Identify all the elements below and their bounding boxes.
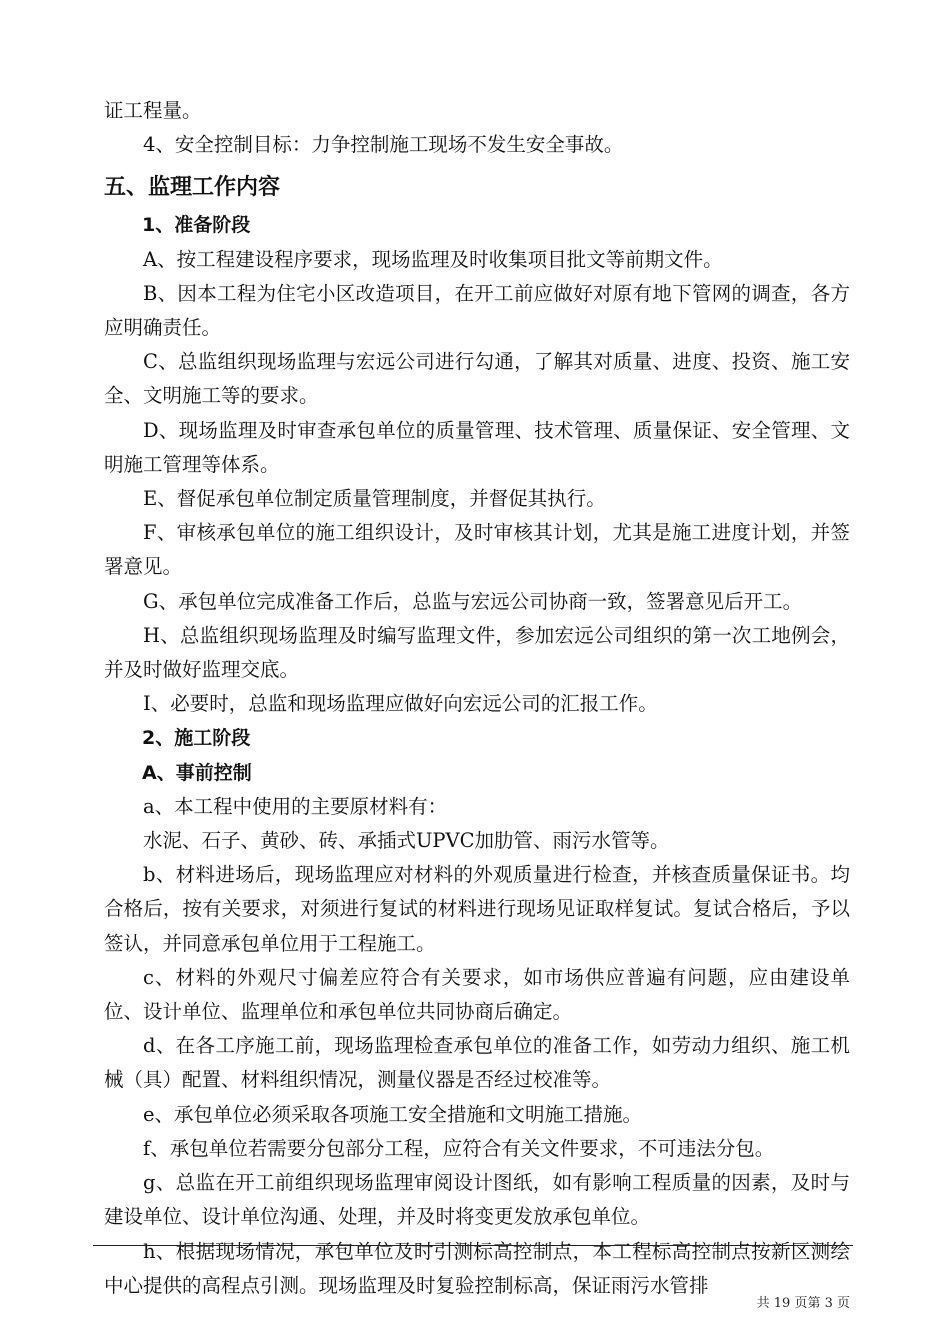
paragraph: E、督促承包单位制定质量管理制度，并督促其执行。 — [143, 487, 606, 511]
paragraph: B、因本工程为住宅小区改造项目，在开工前应做好对原有地下管网的调查，各方应明确责任。 — [104, 281, 850, 340]
paragraph: b、材料进场后，现场监理应对材料的外观质量进行检查，并核查质量保证书。均合格后，按有关要求，对须进行复试的材料进行现场见证取样复试。复试合格后，予以签认，并同意承包单位用于工程施工。 — [104, 863, 850, 955]
section-heading: 五、监理工作内容 — [104, 175, 281, 201]
subsection-heading: A、事前控制 — [142, 761, 252, 784]
paragraph: G、承包单位完成准备工作后，总监与宏远公司协商一致，签署意见后开工。 — [143, 589, 803, 613]
body-text — [104, 94, 850, 1303]
paragraph: h、根据现场情况，承包单位及时引测标高控制点，本工程标高控制点按新区测绘中心提供的高程点引测。现场监理及时复验控制标高，保证雨污水管排 — [104, 1239, 850, 1297]
paragraph: f、承包单位若需要分包部分工程，应符合有关文件要求，不可违法分包。 — [143, 1136, 775, 1160]
paragraph: a、本工程中使用的主要原材料有： — [143, 794, 448, 818]
paragraph: d、在各工序施工前，现场监理检查承包单位的准备工作，如劳动力组织、施工机械（具）配置、材料组织情况，测量仪器是否经过校准等。 — [104, 1034, 850, 1092]
paragraph: D、现场监理及时审查承包单位的质量管理、技术管理、质量保证、安全管理、文明施工管理等体系。 — [104, 418, 850, 476]
paragraph: A、按工程建设程序要求，现场监理及时收集项目批文等前期文件。 — [143, 247, 723, 271]
paragraph: 4、安全控制目标：力争控制施工现场不发生安全事故。 — [143, 133, 624, 157]
paragraph: H、总监组织现场监理及时编写监理文件，参加宏远公司组织的第一次工地例会，并及时做好监理交底。 — [104, 623, 850, 682]
paragraph: c、材料的外观尺寸偏差应符合有关要求，如市场供应普遍有问题，应由建设单位、设计单位、监理单位和承包单位共同协商后确定。 — [104, 965, 850, 1024]
subsection-heading: 1、准备阶段 — [142, 214, 251, 237]
paragraph: I、必要时，总监和现场监理应做好向宏远公司的汇报工作。 — [143, 692, 658, 716]
footer-divider — [93, 1245, 853, 1246]
paragraph: 证工程量。 — [104, 99, 202, 122]
subsection-heading: 2、施工阶段 — [142, 727, 251, 750]
paragraph: g、总监在开工前组织现场监理审阅设计图纸，如有影响工程质量的因素，及时与建设单位、设计单位沟通、处理，并及时将变更发放承包单位。 — [104, 1171, 850, 1229]
page-number: 共 19 页第 3 页 — [756, 1296, 850, 1311]
paragraph: 水泥、石子、黄砂、砖、承插式UPVC加肋管、雨污水管等。 — [143, 829, 670, 853]
paragraph: C、总监组织现场监理与宏远公司进行勾通，了解其对质量、进度、投资、施工安全、文明施工等的要求。 — [104, 350, 850, 408]
paragraph: F、审核承包单位的施工组织设计，及时审核其计划，尤其是施工进度计划，并签署意见。 — [104, 521, 850, 579]
paragraph: e、承包单位必须采取各项施工安全措施和文明施工措施。 — [143, 1102, 643, 1126]
